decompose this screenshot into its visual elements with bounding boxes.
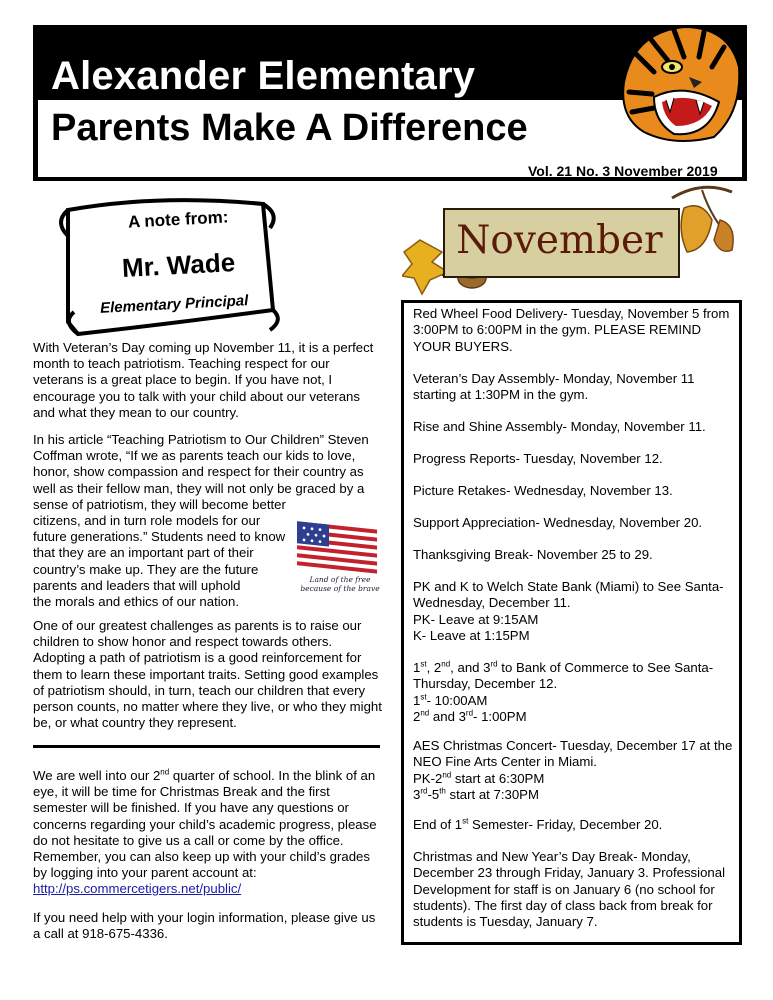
section-divider bbox=[33, 745, 380, 748]
event-item: Picture Retakes- Wednesday, November 13. bbox=[413, 483, 673, 498]
superscript: nd bbox=[441, 659, 451, 669]
event-line: AES Christmas Concert- Tuesday, December 17 at the NEO Fine Arts Center in Miami. bbox=[413, 738, 733, 770]
school-name: Alexander Elementary bbox=[51, 54, 476, 98]
superscript: rd bbox=[420, 786, 428, 796]
event-item bbox=[413, 660, 738, 725]
text-run: We are well into our 2 bbox=[33, 768, 161, 783]
volume-line: Vol. 21 No. 3 November 2019 bbox=[528, 163, 718, 179]
event-item: Red Wheel Food Delivery- Tuesday, November 5 from 3:00PM to 6:00PM in the gym. PLEASE REMIND YOUR BUYERS. bbox=[413, 306, 730, 354]
event-item bbox=[413, 579, 738, 644]
paragraph-text-wrap: citizens, and in turn role models for our future generations.” Students need to know that they are an important part of their country’s make up. They are the future parents and leaders that will uphold bbox=[33, 513, 286, 593]
principal-title: Elementary Principal bbox=[99, 292, 249, 317]
flag-caption bbox=[300, 575, 380, 593]
flag-caption-line: because of the brave bbox=[300, 584, 380, 593]
event-line: PK- Leave at 9:15AM bbox=[413, 611, 539, 627]
text-run: PK-2 bbox=[413, 770, 443, 786]
flag-caption-line: Land of the free bbox=[309, 575, 371, 584]
text-run: - 10:00AM bbox=[426, 692, 488, 708]
paragraph-text: With Veteran’s Day coming up November 11, it is a perfect month to teach patriotism. Teaching respect for our veterans is a great place to begin. If you have not, I encourage you to talk with your child about our veterans and what they mean to our country. bbox=[33, 340, 374, 420]
paragraph-text: One of our greatest challenges as parents is to raise our children to show honor and respect towards others. Adopting a path of patriotism is a good reinforcement for them to learn these important traits. Setting good examples of patriotism should, in turn, teach our children that every person counts, no matter where they live, or who they might be, or what country they represent. bbox=[33, 618, 382, 731]
text-run: and 3 bbox=[429, 708, 466, 724]
text-run: - 1:00PM bbox=[473, 708, 527, 724]
text-run: start at 6:30PM bbox=[451, 770, 545, 786]
text-run: 1 bbox=[413, 660, 421, 675]
event-item: Veteran’s Day Assembly- Monday, November 11 starting at 1:30PM in the gym. bbox=[413, 371, 695, 403]
event-item: Progress Reports- Tuesday, November 12. bbox=[413, 451, 663, 466]
paragraph-login-help bbox=[33, 910, 383, 942]
tiger-mascot-icon bbox=[614, 22, 744, 147]
event-item: Rise and Shine Assembly- Monday, November 11. bbox=[413, 419, 706, 434]
superscript: st bbox=[462, 816, 469, 826]
text-run: 1 bbox=[413, 692, 421, 708]
text-run: , and 3 bbox=[450, 660, 491, 675]
text-run: Semester- Friday, December 20. bbox=[468, 817, 663, 832]
event-item: Thanksgiving Break- November 25 to 29. bbox=[413, 547, 653, 562]
event-line bbox=[413, 771, 738, 787]
paragraph-greatest-challenges bbox=[33, 618, 383, 731]
text-run: -5 bbox=[427, 786, 440, 802]
text-run: 2 bbox=[413, 708, 421, 724]
event-line bbox=[413, 709, 738, 725]
newsletter-title: Parents Make A Difference bbox=[51, 107, 528, 149]
event-line bbox=[413, 660, 738, 693]
superscript: th bbox=[439, 786, 446, 796]
event-line bbox=[413, 693, 738, 709]
event-item: Support Appreciation- Wednesday, November 20. bbox=[413, 515, 703, 530]
paragraph-text bbox=[33, 768, 383, 898]
event-item bbox=[413, 738, 738, 803]
note-from-label: A note from: bbox=[127, 207, 229, 232]
superscript: st bbox=[420, 659, 427, 669]
parent-portal-link[interactable]: http://ps.commercetigers.net/public/ bbox=[33, 881, 242, 897]
paragraph-text-end: the morals and ethics of our nation. bbox=[33, 594, 239, 610]
event-line: PK and K to Welch State Bank (Miami) to See Santa- Wednesday, December 11. bbox=[413, 579, 724, 611]
superscript: nd bbox=[420, 708, 430, 718]
superscript: rd bbox=[490, 659, 498, 669]
paragraph-veterans-day bbox=[33, 340, 383, 421]
paragraph-text: In his article “Teaching Patriotism to Our Children” Steven Coffman wrote, “If we as parents teach our kids to love, honor, show compassion and respect for their country as well as their fellow man, they will not only be graced by a sense of patriotism, they will become better bbox=[33, 432, 369, 512]
text-run: start at 7:30PM bbox=[445, 786, 539, 802]
principal-name: Mr. Wade bbox=[121, 247, 236, 283]
superscript: nd bbox=[160, 767, 170, 777]
superscript: rd bbox=[465, 708, 474, 718]
event-item bbox=[413, 817, 738, 833]
paragraph-second-quarter bbox=[33, 768, 383, 898]
event-item: Christmas and New Year’s Day Break- Monday, December 23 through Friday, January 3. Professional Development for staff is on January 6 (no school for students). The first day of class back from break for students is Tuesday, January 7. bbox=[413, 849, 726, 930]
paragraph-text: If you need help with your login information, please give us a call at 918-675-4336. bbox=[33, 910, 376, 942]
text-run: , 2 bbox=[426, 660, 442, 675]
superscript: nd bbox=[442, 770, 452, 780]
month-title: November bbox=[456, 218, 663, 263]
text-run: to Bank of Commerce to See Santa- Thursday, December 12. bbox=[413, 660, 714, 692]
event-line bbox=[413, 787, 738, 803]
text-run: 3 bbox=[413, 786, 421, 802]
text-run: quarter of school. In the blink of an eye, it will be time for Christmas Break and the first semester will be finished. If you have any questions or concerns regarding your child’s academic progress, please do not hesitate to give us a call or come by the office. Remember, you can also keep up with your child’s grades by logging into your parent account at: bbox=[33, 768, 377, 881]
text-run: End of 1 bbox=[413, 817, 463, 832]
event-line: K- Leave at 1:15PM bbox=[413, 627, 530, 643]
superscript: st bbox=[420, 692, 427, 702]
